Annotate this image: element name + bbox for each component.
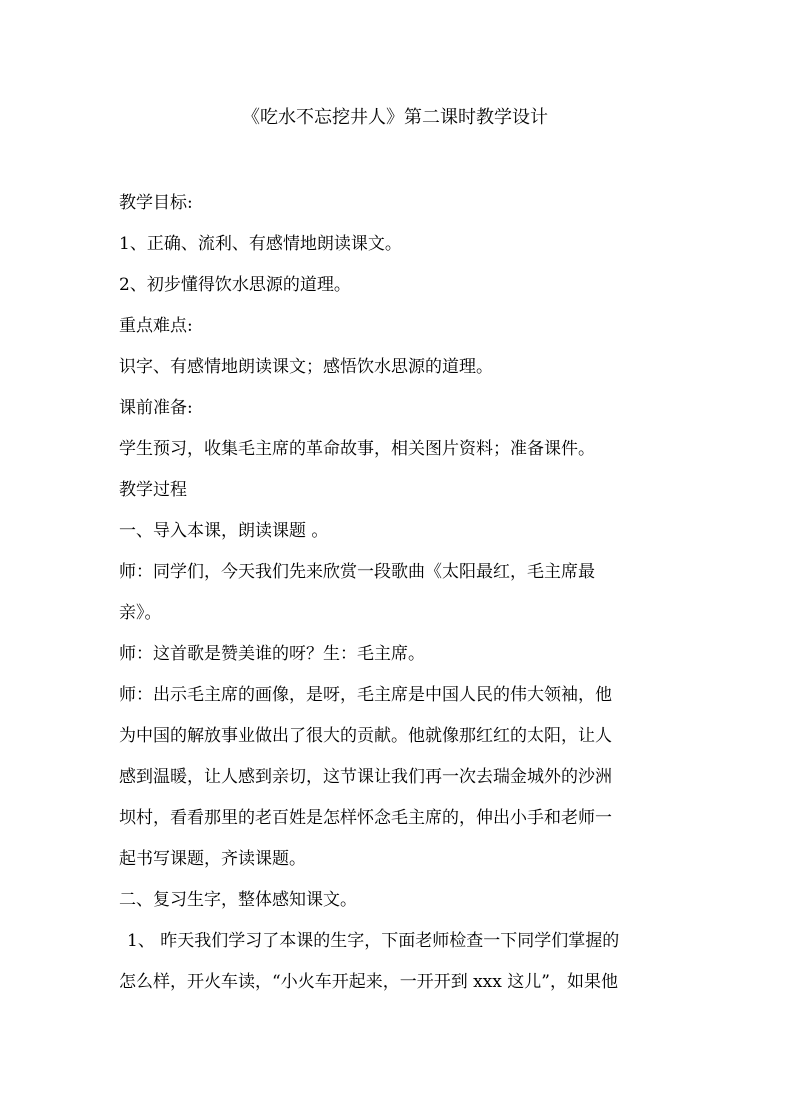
paragraph-line: 1、 昨天我们学习了本课的生字，下面老师检查一下同学们掌握的 bbox=[127, 931, 620, 951]
paragraph-line: 师：同学们，今天我们先来欣赏一段歌曲《太阳最红，毛主席最 bbox=[119, 562, 595, 582]
paragraph-line: 师：这首歌是赞美谁的呀？生：毛主席。 bbox=[119, 644, 425, 664]
paragraph-line: 感到温暖，让人感到亲切，这节课让我们再一次去瑞金城外的沙洲 bbox=[119, 767, 612, 787]
paragraph-line: 亲》。 bbox=[119, 603, 162, 623]
key-points-text: 识字、有感情地朗读课文；感悟饮水思源的道理。 bbox=[119, 357, 493, 377]
process-step-heading: 二、复习生字，整体感知课文。 bbox=[119, 890, 357, 910]
paragraph-line: 师：出示毛主席的画像，是呀，毛主席是中国人民的伟大领袖，他 bbox=[119, 685, 612, 705]
objective-item: 1、正确、流利、有感情地朗读课文。 bbox=[119, 234, 402, 254]
paragraph-line: 怎么样，开火车读，“小火车开起来，一开开到 xxx 这儿”，如果他 bbox=[119, 972, 618, 992]
objective-item: 2、初步懂得饮水思源的道理。 bbox=[119, 275, 351, 295]
section-heading-process: 教学过程 bbox=[119, 480, 187, 500]
preparation-text: 学生预习，收集毛主席的革命故事，相关图片资料；准备课件。 bbox=[119, 439, 595, 459]
paragraph-line: 坝村，看看那里的老百姓是怎样怀念毛主席的，伸出小手和老师一 bbox=[119, 808, 612, 828]
section-heading-key-points: 重点难点: bbox=[119, 316, 193, 336]
process-step-heading: 一、导入本课，朗读课题 。 bbox=[119, 521, 329, 541]
paragraph-line: 为中国的解放事业做出了很大的贡献。他就像那红红的太阳，让人 bbox=[119, 726, 612, 746]
document-body bbox=[119, 188, 679, 1008]
document-title: 《吃水不忘挖井人》第二课时教学设计 bbox=[242, 107, 548, 128]
section-heading-objectives: 教学目标: bbox=[119, 193, 193, 213]
section-heading-preparation: 课前准备: bbox=[119, 398, 193, 418]
paragraph-line: 起书写课题，齐读课题。 bbox=[119, 849, 306, 869]
